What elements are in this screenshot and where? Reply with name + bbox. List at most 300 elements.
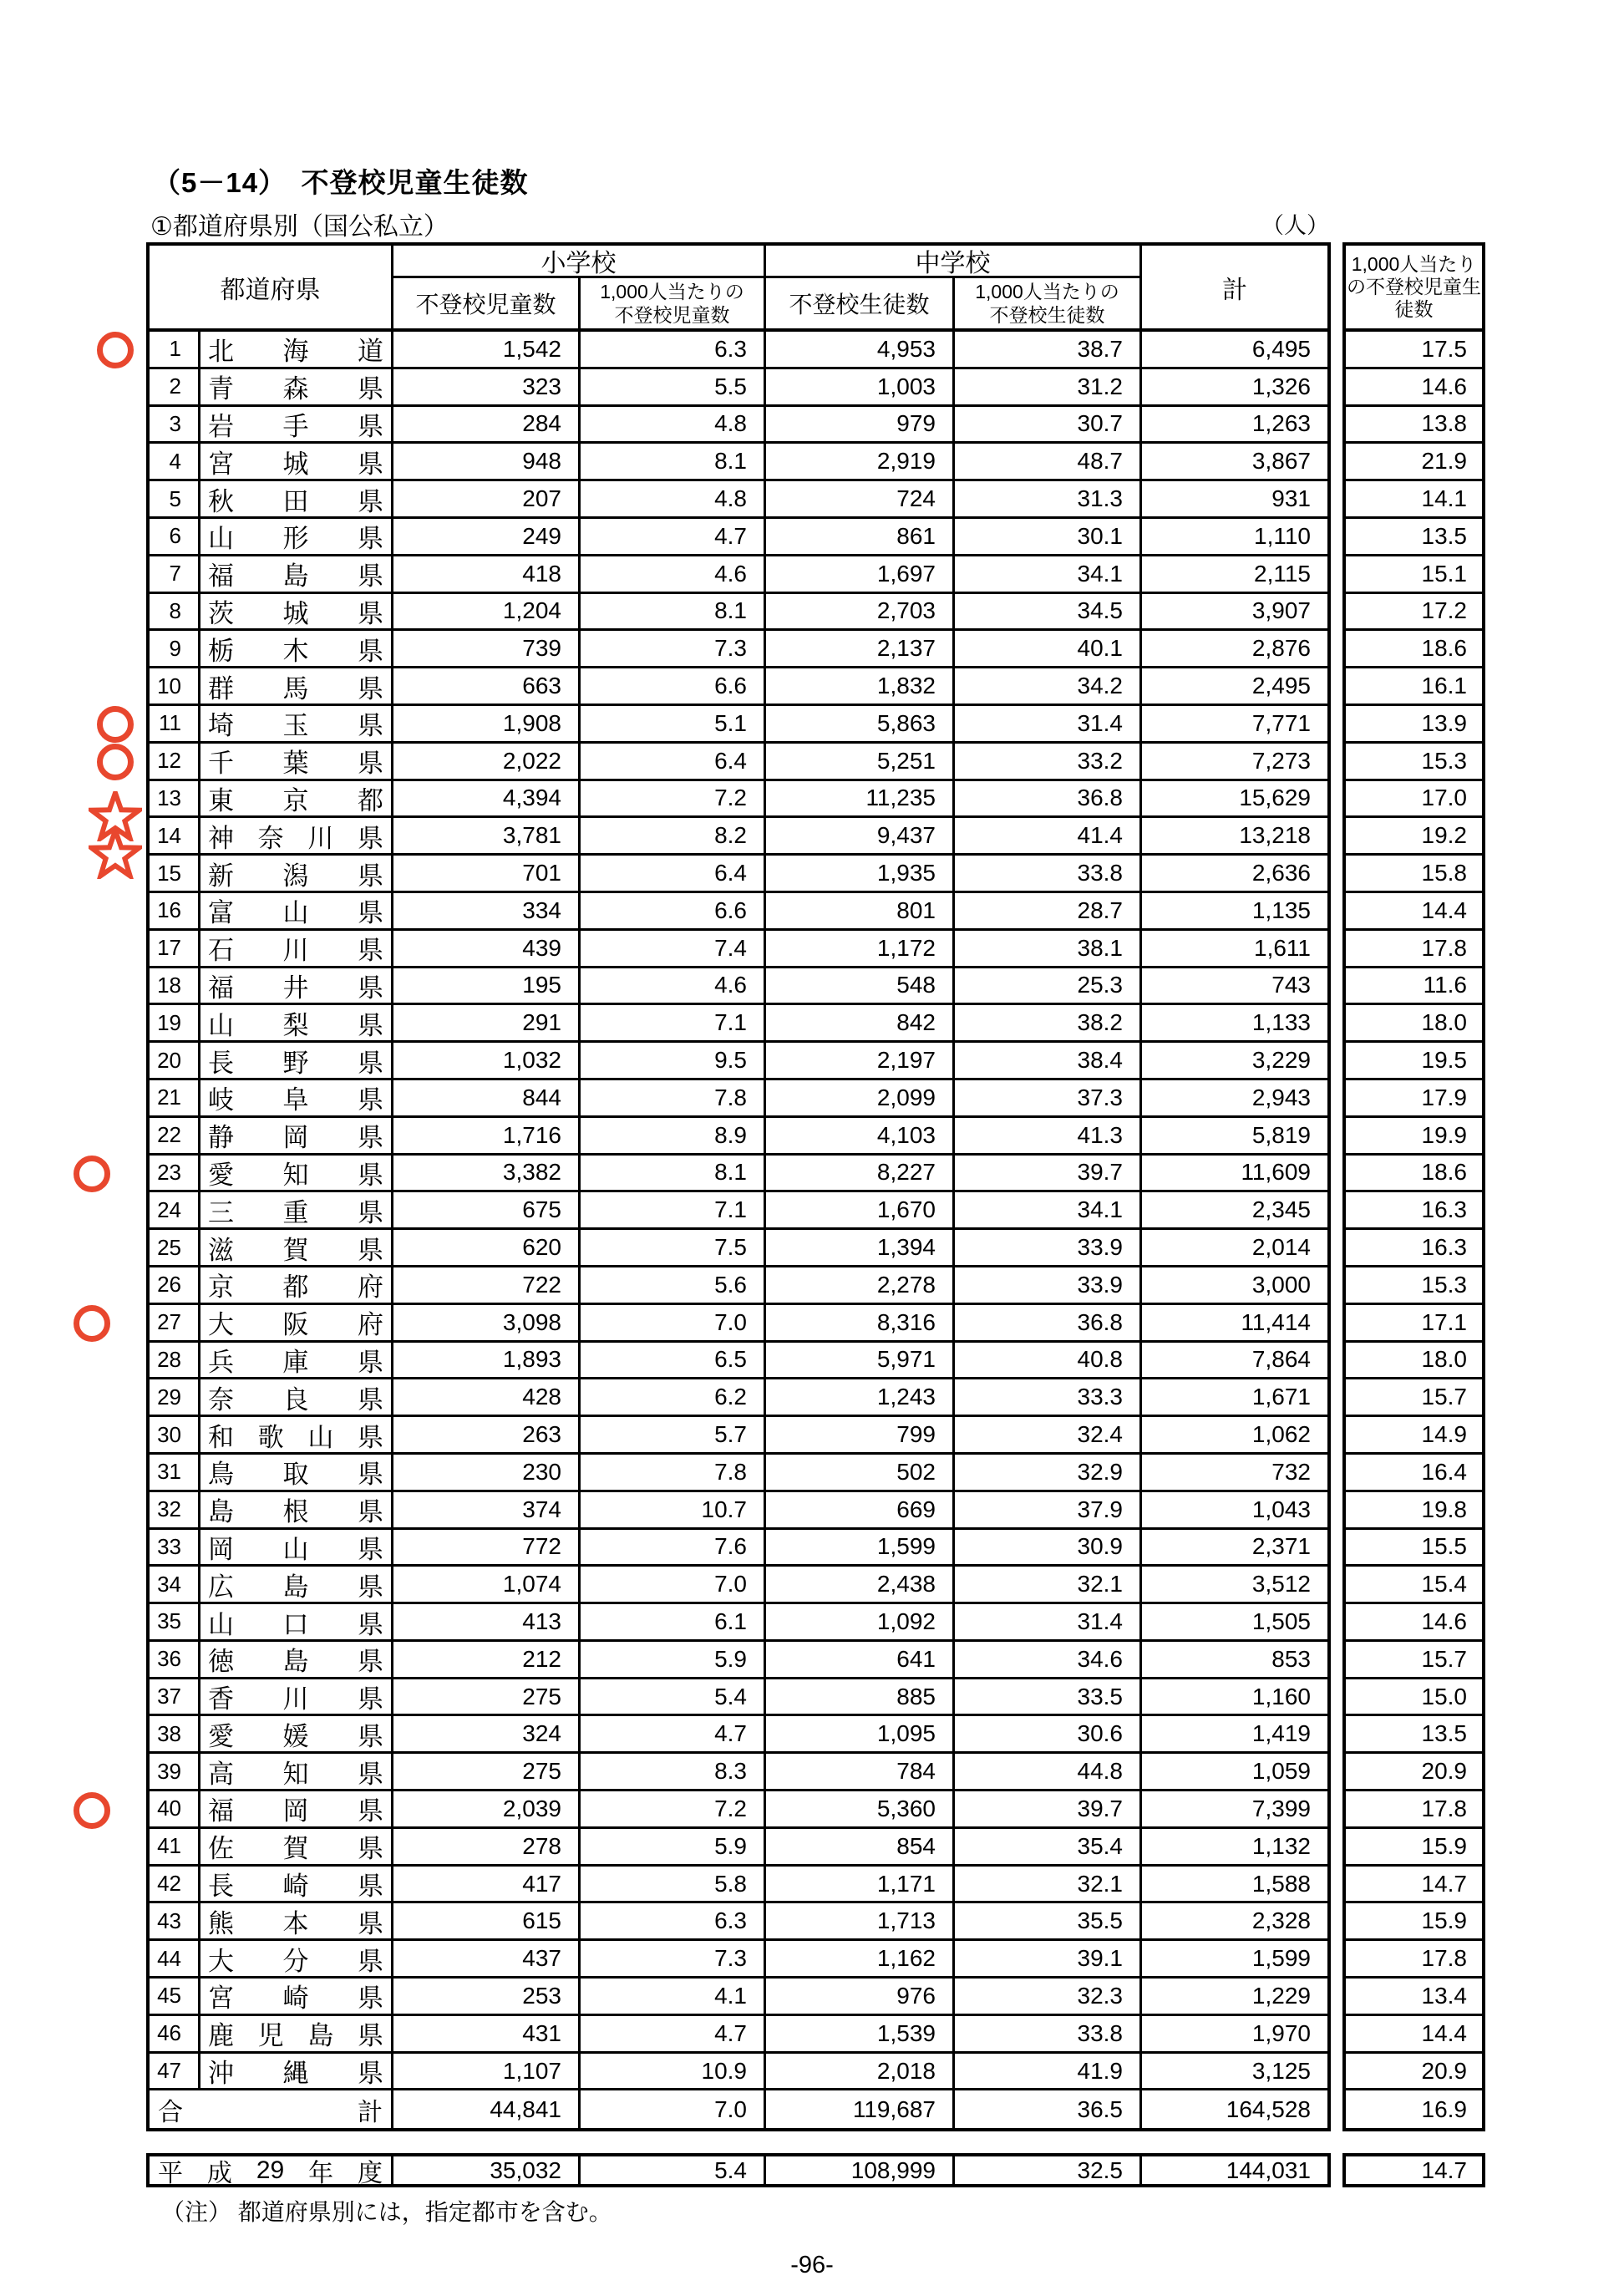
elem-count-cell: 278	[393, 1829, 581, 1867]
name-char: 海	[282, 337, 309, 367]
row-number-cell: 22	[150, 1118, 200, 1156]
elem-rate-cell: 7.0	[581, 1567, 766, 1604]
elem-rate-cell: 6.2	[581, 1379, 766, 1417]
elem-count-cell: 663	[393, 668, 581, 706]
elem-count-cell: 275	[393, 1754, 581, 1791]
elem-count-cell: 701	[393, 856, 581, 893]
name-char: 福	[208, 561, 234, 592]
elem-rate-cell: 7.8	[581, 1080, 766, 1118]
total-cell: 2,345	[1142, 1192, 1327, 1230]
row-number-cell: 15	[150, 856, 200, 893]
elem-count-cell: 275	[393, 1679, 581, 1717]
elem-count-cell: 948	[393, 444, 581, 481]
prefecture-name-cell	[200, 1791, 393, 1829]
name-char: 北	[208, 337, 234, 367]
total-cell: 3,512	[1142, 1567, 1327, 1604]
jhs-rate-cell: 34.6	[955, 1642, 1142, 1679]
name-char: 神	[208, 823, 234, 853]
jhs-rate-cell: 33.5	[955, 1679, 1142, 1717]
name-char: 県	[358, 412, 383, 441]
name-char: 県	[358, 898, 383, 928]
per1000-header-line3: 徒数	[1394, 298, 1434, 320]
jhs-rate-cell: 39.7	[955, 1791, 1142, 1829]
elem-rate-cell: 6.6	[581, 893, 766, 931]
name-char: 都	[282, 1272, 309, 1303]
row-number-cell: 35	[150, 1604, 200, 1642]
jhs-rate-cell: 44.8	[955, 1754, 1142, 1791]
elem-count-cell: 418	[393, 556, 581, 594]
per1000-cell: 13.4	[1346, 1979, 1482, 2016]
name-char: 県	[358, 711, 383, 741]
name-char: 県	[358, 449, 383, 479]
row-number-cell: 21	[150, 1080, 200, 1118]
name-char: 県	[358, 1123, 383, 1153]
name-char: 青	[208, 374, 234, 404]
prefecture-name-cell	[200, 1716, 393, 1754]
name-char: 県	[358, 524, 383, 554]
total-cell: 1,671	[1142, 1379, 1327, 1417]
per1000-grand-total: 16.9	[1421, 2095, 1467, 2122]
elem-count-cell: 620	[393, 1230, 581, 1267]
per1000-cell: 16.3	[1346, 1192, 1482, 1230]
grand-total-value: 164,528	[1226, 2095, 1311, 2122]
row-number-cell: 42	[150, 1867, 200, 1904]
per1000-cell: 14.6	[1346, 1604, 1482, 1642]
jhs-rate-cell: 40.8	[955, 1343, 1142, 1380]
jhs-rate-cell: 31.2	[955, 369, 1142, 407]
name-char: 島	[282, 1647, 309, 1677]
name-char: 県	[358, 1160, 383, 1190]
total-cell: 1,505	[1142, 1604, 1327, 1642]
name-char: 新	[208, 861, 234, 891]
elem-count-cell: 722	[393, 1267, 581, 1305]
jhs-rate-cell: 37.3	[955, 1080, 1142, 1118]
elem-count-cell: 1,908	[393, 706, 581, 744]
name-char: 川	[282, 936, 309, 966]
elem-rate-cell: 7.6	[581, 1530, 766, 1567]
prefecture-name-cell	[200, 1080, 393, 1118]
elem-rate-cell: 5.8	[581, 1867, 766, 1904]
name-char: 県	[358, 1572, 383, 1602]
per1000-cell: 19.9	[1346, 1118, 1482, 1156]
name-char: 29	[256, 2156, 285, 2184]
header-elem-rate	[581, 278, 766, 332]
jhs-rate-cell: 33.8	[955, 856, 1142, 893]
elem-rate-cell: 7.4	[581, 931, 766, 968]
name-char: 大	[208, 1310, 234, 1340]
name-char: 馬	[282, 673, 309, 704]
name-char: 鳥	[208, 1460, 234, 1490]
jhs-count-cell: 2,137	[766, 631, 955, 668]
jhs-count-cell: 1,162	[766, 1941, 955, 1979]
name-char: 熊	[208, 1908, 234, 1938]
elem-count-cell: 212	[393, 1642, 581, 1679]
elem-rate-cell: 8.1	[581, 444, 766, 481]
per1000-cell: 15.5	[1346, 1530, 1482, 1567]
prefecture-name-cell	[200, 1979, 393, 2016]
row-number-cell: 26	[150, 1267, 200, 1305]
elem-count-cell: 253	[393, 1979, 581, 2016]
elem-rate-cell: 7.0	[581, 1305, 766, 1343]
row-number-cell: 5	[150, 481, 200, 519]
jhs-count-cell: 784	[766, 1754, 955, 1791]
prefecture-name-cell	[200, 407, 393, 444]
total-cell: 1,135	[1142, 893, 1327, 931]
total-cell: 3,229	[1142, 1043, 1327, 1080]
jhs-count-cell: 1,713	[766, 1903, 955, 1941]
name-char: 高	[208, 1759, 234, 1789]
prefecture-name-cell	[200, 1417, 393, 1455]
name-char: 根	[282, 1497, 309, 1527]
elem-count-cell: 1,032	[393, 1043, 581, 1080]
name-char: 葉	[282, 749, 309, 779]
elem-rate-cell: 8.2	[581, 818, 766, 856]
jhs-rate-cell: 31.4	[955, 706, 1142, 744]
prefecture-name-cell	[200, 968, 393, 1006]
name-char: 徳	[208, 1647, 234, 1677]
prefecture-name-cell	[200, 631, 393, 668]
total-cell: 7,864	[1142, 1343, 1327, 1380]
jhs-count-cell: 5,971	[766, 1343, 955, 1380]
elem-rate-cell: 6.5	[581, 1343, 766, 1380]
elem-rate-cell: 10.7	[581, 1492, 766, 1530]
jhs-rate-cell: 30.6	[955, 1716, 1142, 1754]
per1000-cell: 17.2	[1346, 594, 1482, 632]
prev-year-row	[146, 2153, 1331, 2187]
jhs-rate-cell: 36.8	[955, 1305, 1142, 1343]
jhs-rate-cell: 41.4	[955, 818, 1142, 856]
per1000-header-line1: 1,000人当たり	[1351, 253, 1477, 275]
jhs-rate-cell: 34.5	[955, 594, 1142, 632]
name-char: 佐	[208, 1834, 234, 1864]
name-char: 度	[358, 2159, 383, 2184]
elem-rate-cell: 8.9	[581, 1118, 766, 1156]
prefecture-name-cell	[200, 1455, 393, 1492]
row-number-cell: 47	[150, 2054, 200, 2091]
total-cell: 1,419	[1142, 1716, 1327, 1754]
name-char: 埼	[208, 711, 234, 741]
red-star-annotation	[89, 829, 142, 883]
total-cell: 1,599	[1142, 1941, 1327, 1979]
elem-count-cell: 1,204	[393, 594, 581, 632]
elem-count-cell: 417	[393, 1867, 581, 1904]
elem-count-cell: 413	[393, 1604, 581, 1642]
header-jhs-count: 不登校生徒数	[766, 278, 955, 332]
elem-count-cell: 431	[393, 2016, 581, 2054]
name-char: 井	[282, 973, 309, 1003]
prefecture-name-cell	[200, 1867, 393, 1904]
prefecture-name-cell	[200, 1642, 393, 1679]
row-number-cell: 28	[150, 1343, 200, 1380]
jhs-count-cell: 1,394	[766, 1230, 955, 1267]
total-cell: 2,876	[1142, 631, 1327, 668]
name-char: 縄	[282, 2059, 309, 2089]
jhs-rate-cell: 38.2	[955, 1005, 1142, 1043]
jhs-count-cell: 724	[766, 481, 955, 519]
prefecture-name-cell	[200, 1118, 393, 1156]
jhs-rate-cell: 48.7	[955, 444, 1142, 481]
elem-count-cell: 1,716	[393, 1118, 581, 1156]
per1000-cell: 17.9	[1346, 1080, 1482, 1118]
jhs-count-cell: 1,697	[766, 556, 955, 594]
elem-rate-cell: 5.5	[581, 369, 766, 407]
per1000-cell: 15.0	[1346, 1679, 1482, 1717]
name-char: 島	[282, 1572, 309, 1602]
name-char: 児	[257, 2021, 284, 2051]
jhs-count-cell: 2,018	[766, 2054, 955, 2091]
prefecture-name-cell	[200, 706, 393, 744]
name-char: 県	[358, 1946, 383, 1976]
name-char: 香	[208, 1684, 234, 1714]
prefecture-name-cell	[200, 1567, 393, 1604]
elem-count-cell: 291	[393, 1005, 581, 1043]
name-char: 川	[282, 1684, 309, 1714]
elem-count-cell: 323	[393, 369, 581, 407]
jhs-count-cell: 2,438	[766, 1567, 955, 1604]
name-char: 長	[208, 1872, 234, 1902]
prefecture-name-cell	[200, 1305, 393, 1343]
name-char: 県	[358, 374, 383, 404]
name-char: 庫	[282, 1347, 309, 1377]
name-char: 奈	[208, 1384, 234, 1415]
total-cell: 5,819	[1142, 1118, 1327, 1156]
name-char: 県	[358, 1010, 383, 1040]
name-char: 分	[282, 1946, 309, 1976]
jhs-rate-cell: 32.9	[955, 1455, 1142, 1492]
page-number: -96-	[790, 2252, 834, 2278]
name-char: 年	[308, 2159, 334, 2184]
jhs-count-cell: 799	[766, 1417, 955, 1455]
name-char: 取	[282, 1460, 309, 1490]
total-cell: 11,414	[1142, 1305, 1327, 1343]
name-char: 秋	[208, 486, 234, 516]
prefecture-name-cell	[200, 444, 393, 481]
per1000-cell: 15.1	[1346, 556, 1482, 594]
name-char: 奈	[257, 823, 284, 853]
prefecture-name-cell	[200, 481, 393, 519]
row-number-cell: 1	[150, 332, 200, 369]
prev-year-jhs-rate: 32.5	[955, 2156, 1142, 2184]
per1000-cell: 16.4	[1346, 1455, 1482, 1492]
name-char: 県	[358, 1647, 383, 1677]
prefecture-name-cell	[200, 1530, 393, 1567]
elem-rate-cell: 10.9	[581, 2054, 766, 2091]
row-number-cell: 20	[150, 1043, 200, 1080]
jhs-count-cell: 2,197	[766, 1043, 955, 1080]
jhs-rate-cell: 31.3	[955, 481, 1142, 519]
grand-total-label	[150, 2090, 393, 2128]
per1000-header-line2: の不登校児童生	[1347, 276, 1481, 297]
per1000-cell: 21.9	[1346, 444, 1482, 481]
per1000-cell: 18.0	[1346, 1005, 1482, 1043]
prefecture-name-cell	[200, 818, 393, 856]
elem-rate-cell: 4.7	[581, 2016, 766, 2054]
per1000-cell: 15.3	[1346, 744, 1482, 781]
name-char: 県	[358, 1347, 383, 1377]
name-char: 島	[307, 2021, 334, 2051]
per1000-cell: 19.2	[1346, 818, 1482, 856]
name-char: 県	[358, 1834, 383, 1864]
per1000-cell: 19.5	[1346, 1043, 1482, 1080]
total-cell: 7,771	[1142, 706, 1327, 744]
jhs-count-cell: 8,316	[766, 1305, 955, 1343]
red-circle-annotation	[74, 1305, 110, 1342]
prefecture-name-cell	[200, 668, 393, 706]
row-number-cell: 45	[150, 1979, 200, 2016]
jhs-count-cell: 641	[766, 1642, 955, 1679]
name-char: 玉	[282, 711, 309, 741]
row-number-cell: 3	[150, 407, 200, 444]
elem-rate-cell: 7.5	[581, 1230, 766, 1267]
header-elem-rate-line2: 不登校児童数	[614, 304, 730, 326]
row-number-cell: 36	[150, 1642, 200, 1679]
prefecture-name-cell	[200, 1941, 393, 1979]
prefecture-name-cell	[200, 1192, 393, 1230]
total-cell: 1,588	[1142, 1867, 1327, 1904]
name-char: 山	[208, 524, 234, 554]
per1000-cell: 13.5	[1346, 1716, 1482, 1754]
jhs-count-cell: 885	[766, 1679, 955, 1717]
elem-rate-cell: 7.3	[581, 1941, 766, 1979]
name-char: 府	[358, 1310, 383, 1340]
total-cell: 2,014	[1142, 1230, 1327, 1267]
total-cell: 743	[1142, 968, 1327, 1006]
name-char: 口	[282, 1609, 309, 1639]
jhs-rate-cell: 41.3	[955, 1118, 1142, 1156]
total-cell: 1,133	[1142, 1005, 1327, 1043]
prefecture-name-cell	[200, 1343, 393, 1380]
prefecture-name-cell	[200, 1829, 393, 1867]
prefecture-name-cell	[200, 1156, 393, 1193]
name-char: 県	[358, 673, 383, 704]
jhs-rate-cell: 32.4	[955, 1417, 1142, 1455]
elem-count-cell: 615	[393, 1903, 581, 1941]
elem-count-cell: 334	[393, 893, 581, 931]
elem-count-cell: 675	[393, 1192, 581, 1230]
name-char: 和	[208, 1422, 234, 1452]
prev-year-per1000: 14.7	[1342, 2153, 1485, 2187]
total-cell: 732	[1142, 1455, 1327, 1492]
elem-count-cell: 2,039	[393, 1791, 581, 1829]
elem-rate-cell: 6.6	[581, 668, 766, 706]
elem-count-cell: 207	[393, 481, 581, 519]
row-number-cell: 23	[150, 1156, 200, 1193]
total-cell: 2,328	[1142, 1903, 1327, 1941]
elem-rate-cell: 4.6	[581, 968, 766, 1006]
elem-rate-cell: 4.7	[581, 1716, 766, 1754]
name-char: 崎	[282, 1984, 309, 2014]
total-cell: 3,125	[1142, 2054, 1327, 2091]
prefecture-name-cell	[200, 1267, 393, 1305]
per1000-cell: 17.8	[1346, 931, 1482, 968]
prefecture-name-cell	[200, 1903, 393, 1941]
prefecture-name-cell	[200, 2054, 393, 2091]
prefecture-name-cell	[200, 556, 393, 594]
total-cell: 1,062	[1142, 1417, 1327, 1455]
jhs-rate-cell: 34.2	[955, 668, 1142, 706]
row-number-cell: 17	[150, 931, 200, 968]
name-char: 県	[358, 1534, 383, 1564]
elem-rate-cell: 6.3	[581, 1903, 766, 1941]
jhs-rate-cell: 33.9	[955, 1230, 1142, 1267]
elem-rate-cell: 4.7	[581, 519, 766, 556]
name-char: 田	[282, 486, 309, 516]
header-jhs-rate-line1: 1,000人当たりの	[975, 281, 1119, 302]
total-cell: 1,132	[1142, 1829, 1327, 1867]
name-char: 岡	[282, 1796, 309, 1826]
row-number-cell: 10	[150, 668, 200, 706]
row-number-cell: 19	[150, 1005, 200, 1043]
jhs-rate-cell: 40.1	[955, 631, 1142, 668]
total-cell: 15,629	[1142, 781, 1327, 819]
row-number-cell: 27	[150, 1305, 200, 1343]
jhs-rate-cell: 32.3	[955, 1979, 1142, 2016]
grand-total-value: 7.0	[581, 2090, 766, 2128]
jhs-count-cell: 2,278	[766, 1267, 955, 1305]
row-number-cell: 46	[150, 2016, 200, 2054]
elem-rate-cell: 5.7	[581, 1417, 766, 1455]
total-cell: 1,229	[1142, 1979, 1327, 2016]
red-circle-annotation	[74, 1792, 110, 1829]
elem-rate-cell: 5.6	[581, 1267, 766, 1305]
elem-rate-cell: 8.1	[581, 1156, 766, 1193]
row-number-cell: 16	[150, 893, 200, 931]
red-circle-annotation	[97, 706, 134, 743]
name-char: 岩	[208, 412, 234, 441]
name-char: 県	[358, 1197, 383, 1227]
name-char: 県	[358, 861, 383, 891]
per1000-cell: 11.6	[1346, 968, 1482, 1006]
total-cell: 2,943	[1142, 1080, 1327, 1118]
per1000-cell: 15.7	[1346, 1642, 1482, 1679]
elem-rate-cell: 6.1	[581, 1604, 766, 1642]
jhs-rate-cell: 39.1	[955, 1941, 1142, 1979]
jhs-count-cell: 5,863	[766, 706, 955, 744]
prefecture-name-cell	[200, 1005, 393, 1043]
per1000-cell: 14.9	[1346, 1417, 1482, 1455]
jhs-count-cell: 5,360	[766, 1791, 955, 1829]
elem-count-cell: 437	[393, 1941, 581, 1979]
name-char: 宮	[208, 1984, 234, 2014]
name-char: 都	[358, 785, 383, 815]
prefecture-name-cell	[200, 1679, 393, 1717]
jhs-rate-cell: 30.7	[955, 407, 1142, 444]
jhs-count-cell: 669	[766, 1492, 955, 1530]
name-char: 三	[208, 1197, 234, 1227]
name-char: 県	[358, 1984, 383, 2014]
name-char: 媛	[282, 1721, 309, 1751]
per1000-cell: 15.4	[1346, 1567, 1482, 1604]
per1000-cell: 17.0	[1346, 781, 1482, 819]
elem-rate-cell: 5.4	[581, 1679, 766, 1717]
name-char: 県	[358, 1085, 383, 1115]
name-char: 県	[358, 1759, 383, 1789]
elem-count-cell: 1,893	[393, 1343, 581, 1380]
footnote: （注） 都道府県別には，指定都市を含む。	[161, 2199, 612, 2225]
jhs-count-cell: 861	[766, 519, 955, 556]
elem-count-cell: 439	[393, 931, 581, 968]
per1000-cell: 17.5	[1346, 332, 1482, 369]
total-cell: 7,399	[1142, 1791, 1327, 1829]
name-char: 山	[208, 1609, 234, 1639]
jhs-count-cell: 4,103	[766, 1118, 955, 1156]
prefecture-name-cell	[200, 893, 393, 931]
name-char: 島	[208, 1497, 234, 1527]
elem-count-cell: 844	[393, 1080, 581, 1118]
jhs-count-cell: 801	[766, 893, 955, 931]
elem-count-cell: 3,098	[393, 1305, 581, 1343]
total-cell: 7,273	[1142, 744, 1327, 781]
